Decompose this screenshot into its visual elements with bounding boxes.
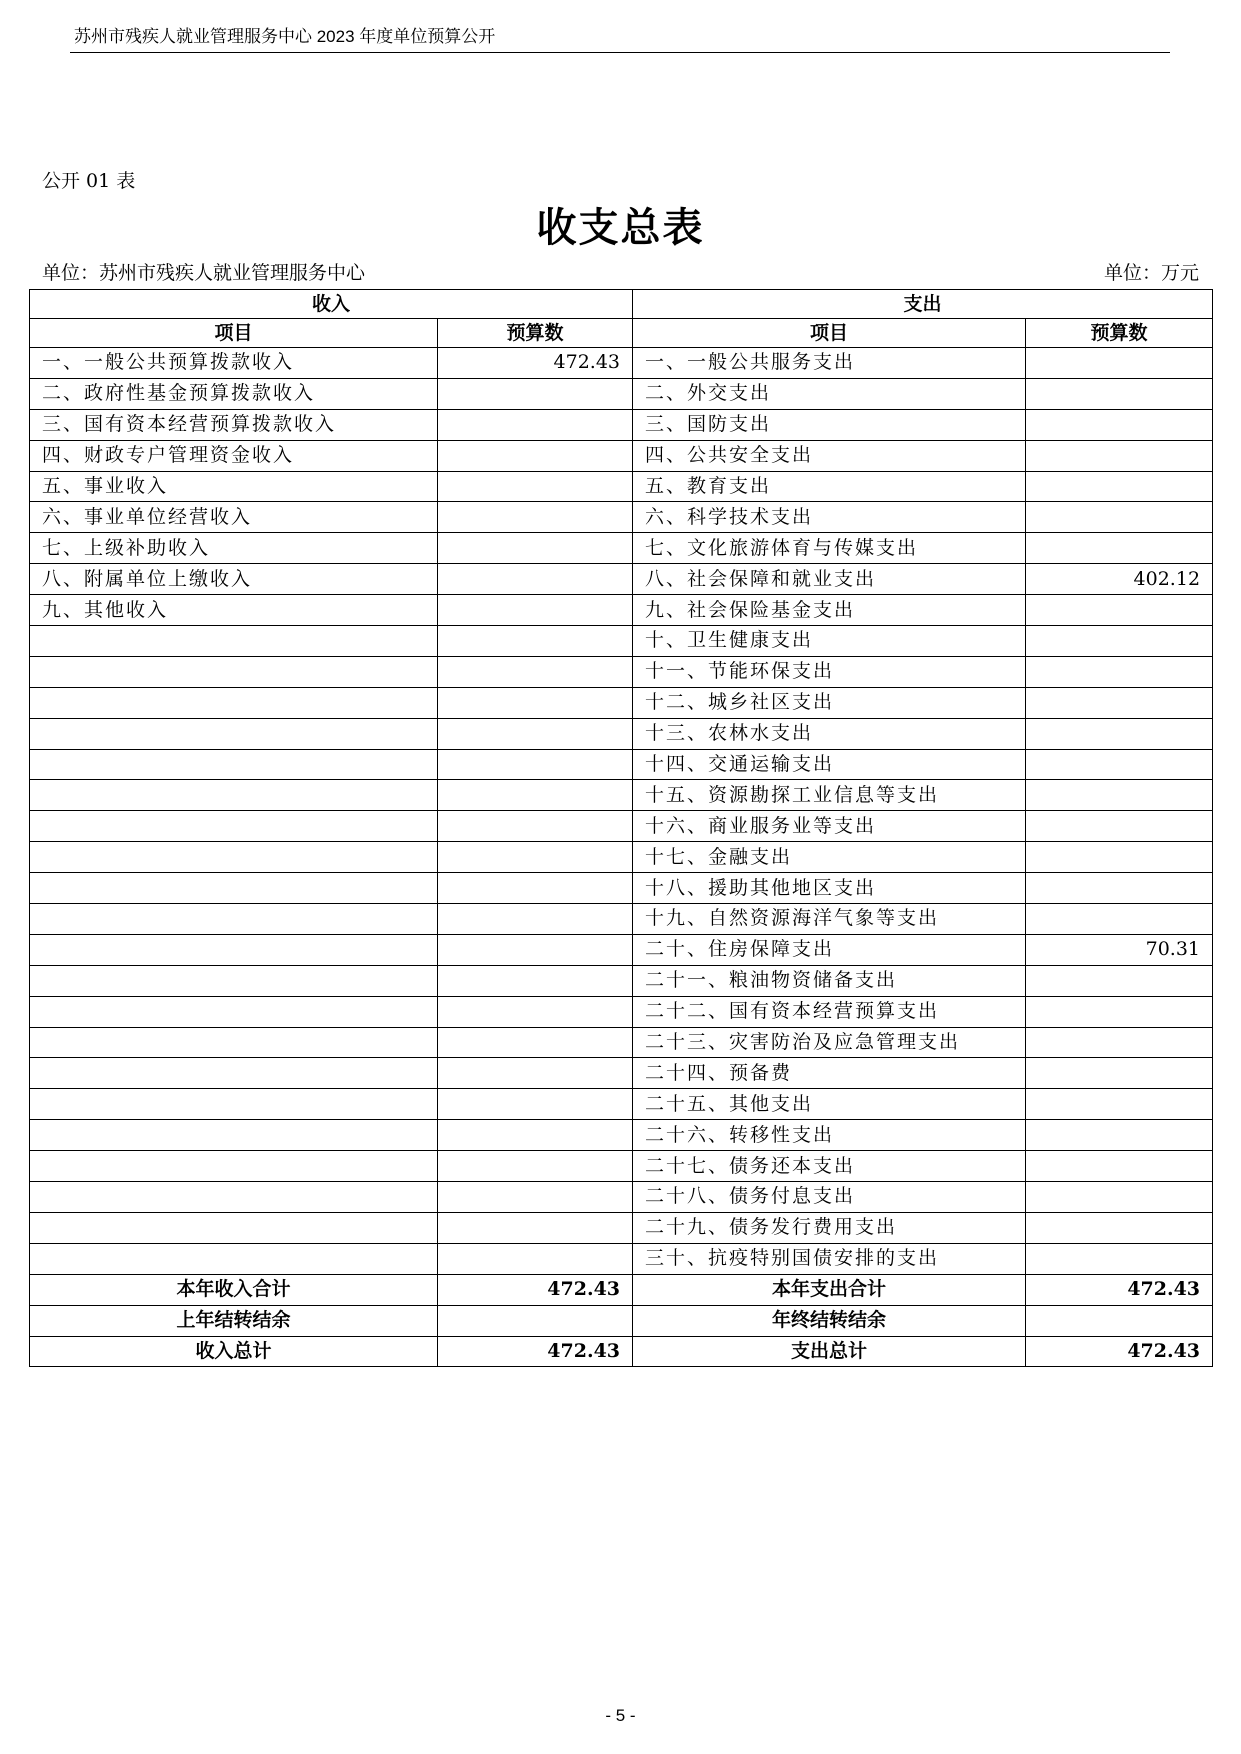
expense-item-cell: 三十、抗疫特别国债安排的支出 [633,1243,1026,1274]
income-item-cell [30,780,438,811]
expense-item-cell: 十八、援助其他地区支出 [633,873,1026,904]
income-amount-cell [438,780,633,811]
income-amount-cell [438,718,633,749]
table-row [30,811,1213,842]
income-amount-cell [438,934,633,965]
table-row [30,1212,1213,1243]
expense-total-amount: 472.43 [1026,1274,1213,1305]
income-amount-cell [438,656,633,687]
table-row [30,1182,1213,1213]
expense-item-cell: 二十一、粮油物资储备支出 [633,965,1026,996]
expense-item-cell: 十一、节能环保支出 [633,656,1026,687]
table-row [30,1058,1213,1089]
expense-item-cell: 二十三、灾害防治及应急管理支出 [633,1027,1026,1058]
expense-amount-cell [1026,656,1213,687]
income-amount-cell [438,409,633,440]
expense-item-cell: 二十六、转移性支出 [633,1120,1026,1151]
income-item-cell: 五、事业收入 [30,471,438,502]
expense-amount-cell [1026,780,1213,811]
expense-amount-cell [1026,904,1213,935]
income-amount-cell [438,996,633,1027]
income-amount-cell [438,1212,633,1243]
expense-amount-cell [1026,533,1213,564]
income-amount-cell [438,1151,633,1182]
table-row [30,1151,1213,1182]
income-item-cell [30,811,438,842]
expense-item-cell: 一、一般公共服务支出 [633,348,1026,379]
expense-amount-cell [1026,409,1213,440]
table-row [30,471,1213,502]
expense-item-cell: 六、科学技术支出 [633,502,1026,533]
income-total-amount [438,1305,633,1336]
expense-amount-cell [1026,471,1213,502]
income-amount-cell [438,904,633,935]
expense-item-cell: 三、国防支出 [633,409,1026,440]
income-amount-cell [438,1182,633,1213]
expense-item-cell: 二十二、国有资本经营预算支出 [633,996,1026,1027]
income-total-label: 收入总计 [30,1336,438,1367]
income-item-cell: 三、国有资本经营预算拨款收入 [30,409,438,440]
income-item-cell [30,1243,438,1274]
expense-amount-cell [1026,996,1213,1027]
income-item-cell [30,965,438,996]
expense-amount-header: 预算数 [1026,319,1213,348]
income-amount-cell [438,626,633,657]
income-amount-cell [438,378,633,409]
expense-item-header: 项目 [633,319,1026,348]
income-item-cell [30,873,438,904]
income-amount-cell [438,687,633,718]
income-item-cell [30,656,438,687]
expense-amount-cell: 402.12 [1026,564,1213,595]
total-row [30,1274,1213,1305]
expense-item-cell: 二十九、债务发行费用支出 [633,1212,1026,1243]
expense-group-header: 支出 [633,290,1213,319]
income-item-header: 项目 [30,319,438,348]
income-item-cell [30,749,438,780]
unit-currency: 单位：万元 [1103,262,1199,284]
income-amount-cell [438,1027,633,1058]
expense-item-cell: 八、社会保障和就业支出 [633,564,1026,595]
expense-amount-cell: 70.31 [1026,934,1213,965]
income-item-cell [30,1058,438,1089]
income-item-cell [30,1120,438,1151]
expense-amount-cell [1026,965,1213,996]
table-row [30,348,1213,379]
income-total-amount: 472.43 [438,1336,633,1367]
expense-amount-cell [1026,1151,1213,1182]
income-item-cell [30,1089,438,1120]
income-item-cell [30,718,438,749]
page-title: 收支总表 [536,205,705,251]
expense-amount-cell [1026,348,1213,379]
table-row [30,656,1213,687]
table-row [30,626,1213,657]
table-row [30,873,1213,904]
income-total-label: 本年收入合计 [30,1274,438,1305]
income-amount-header: 预算数 [438,319,633,348]
income-amount-cell [438,873,633,904]
column-header-row [30,319,1213,348]
income-amount-cell: 472.43 [438,348,633,379]
income-amount-cell [438,811,633,842]
expense-amount-cell [1026,1120,1213,1151]
table-row [30,1120,1213,1151]
expense-item-cell: 十、卫生健康支出 [633,626,1026,657]
page-number: - 5 - [605,1706,636,1725]
expense-amount-cell [1026,718,1213,749]
expense-item-cell: 二十五、其他支出 [633,1089,1026,1120]
income-item-cell [30,1182,438,1213]
expense-amount-cell [1026,749,1213,780]
expense-item-cell: 二、外交支出 [633,378,1026,409]
expense-item-cell: 七、文化旅游体育与传媒支出 [633,533,1026,564]
income-amount-cell [438,502,633,533]
income-amount-cell [438,842,633,873]
income-item-cell: 一、一般公共预算拨款收入 [30,348,438,379]
expense-item-cell: 四、公共安全支出 [633,440,1026,471]
expense-item-cell: 十七、金融支出 [633,842,1026,873]
table-row [30,564,1213,595]
expense-total-label: 本年支出合计 [633,1274,1026,1305]
income-amount-cell [438,595,633,626]
expense-amount-cell [1026,873,1213,904]
expense-item-cell: 十九、自然资源海洋气象等支出 [633,904,1026,935]
expense-amount-cell [1026,1243,1213,1274]
table-row [30,996,1213,1027]
header-divider [70,52,1170,53]
expense-total-label: 支出总计 [633,1336,1026,1367]
budget-table [29,289,1213,1367]
income-amount-cell [438,1120,633,1151]
income-item-cell [30,1212,438,1243]
income-item-cell [30,626,438,657]
expense-item-cell: 二十四、预备费 [633,1058,1026,1089]
income-group-header: 收入 [30,290,633,319]
income-amount-cell [438,533,633,564]
income-item-cell: 九、其他收入 [30,595,438,626]
income-total-amount: 472.43 [438,1274,633,1305]
expense-amount-cell [1026,595,1213,626]
expense-item-cell: 九、社会保险基金支出 [633,595,1026,626]
income-amount-cell [438,965,633,996]
total-row [30,1305,1213,1336]
expense-amount-cell [1026,1027,1213,1058]
table-row [30,749,1213,780]
income-item-cell [30,687,438,718]
table-row [30,1243,1213,1274]
table-row [30,1027,1213,1058]
expense-item-cell: 二十八、债务付息支出 [633,1182,1026,1213]
table-row [30,965,1213,996]
table-row [30,409,1213,440]
expense-amount-cell [1026,440,1213,471]
income-item-cell: 六、事业单位经营收入 [30,502,438,533]
expense-amount-cell [1026,842,1213,873]
income-item-cell [30,842,438,873]
group-header-row [30,290,1213,319]
expense-item-cell: 十二、城乡社区支出 [633,687,1026,718]
expense-amount-cell [1026,687,1213,718]
table-row [30,934,1213,965]
expense-amount-cell [1026,502,1213,533]
income-amount-cell [438,1058,633,1089]
income-amount-cell [438,471,633,502]
income-item-cell [30,1027,438,1058]
unit-organization: 单位：苏州市残疾人就业管理服务中心 [42,262,366,284]
expense-item-cell: 十五、资源勘探工业信息等支出 [633,780,1026,811]
expense-item-cell: 十三、农林水支出 [633,718,1026,749]
income-item-cell: 四、财政专户管理资金收入 [30,440,438,471]
income-amount-cell [438,440,633,471]
table-row [30,842,1213,873]
header-title: 苏州市残疾人就业管理服务中心 2023 年度单位预算公开 [74,27,496,46]
income-item-cell: 七、上级补助收入 [30,533,438,564]
expense-amount-cell [1026,1182,1213,1213]
table-row [30,502,1213,533]
expense-total-amount: 472.43 [1026,1336,1213,1367]
table-row [30,780,1213,811]
expense-amount-cell [1026,378,1213,409]
income-amount-cell [438,1243,633,1274]
table-row [30,378,1213,409]
table-row [30,440,1213,471]
income-item-cell [30,934,438,965]
table-row [30,718,1213,749]
income-item-cell: 二、政府性基金预算拨款收入 [30,378,438,409]
expense-amount-cell [1026,1212,1213,1243]
expense-item-cell: 十四、交通运输支出 [633,749,1026,780]
table-row [30,595,1213,626]
total-row [30,1336,1213,1367]
expense-item-cell: 二十七、债务还本支出 [633,1151,1026,1182]
income-amount-cell [438,1089,633,1120]
income-item-cell [30,996,438,1027]
expense-amount-cell [1026,1058,1213,1089]
table-row [30,1089,1213,1120]
expense-amount-cell [1026,811,1213,842]
income-amount-cell [438,749,633,780]
expense-amount-cell [1026,1089,1213,1120]
expense-item-cell: 十六、商业服务业等支出 [633,811,1026,842]
expense-item-cell: 五、教育支出 [633,471,1026,502]
expense-total-label: 年终结转结余 [633,1305,1026,1336]
expense-amount-cell [1026,626,1213,657]
income-item-cell [30,1151,438,1182]
table-code: 公开 01 表 [42,170,136,192]
table-row [30,687,1213,718]
income-total-label: 上年结转结余 [30,1305,438,1336]
expense-item-cell: 二十、住房保障支出 [633,934,1026,965]
income-amount-cell [438,564,633,595]
income-item-cell [30,904,438,935]
income-item-cell: 八、附属单位上缴收入 [30,564,438,595]
table-row [30,904,1213,935]
expense-total-amount [1026,1305,1213,1336]
table-row [30,533,1213,564]
